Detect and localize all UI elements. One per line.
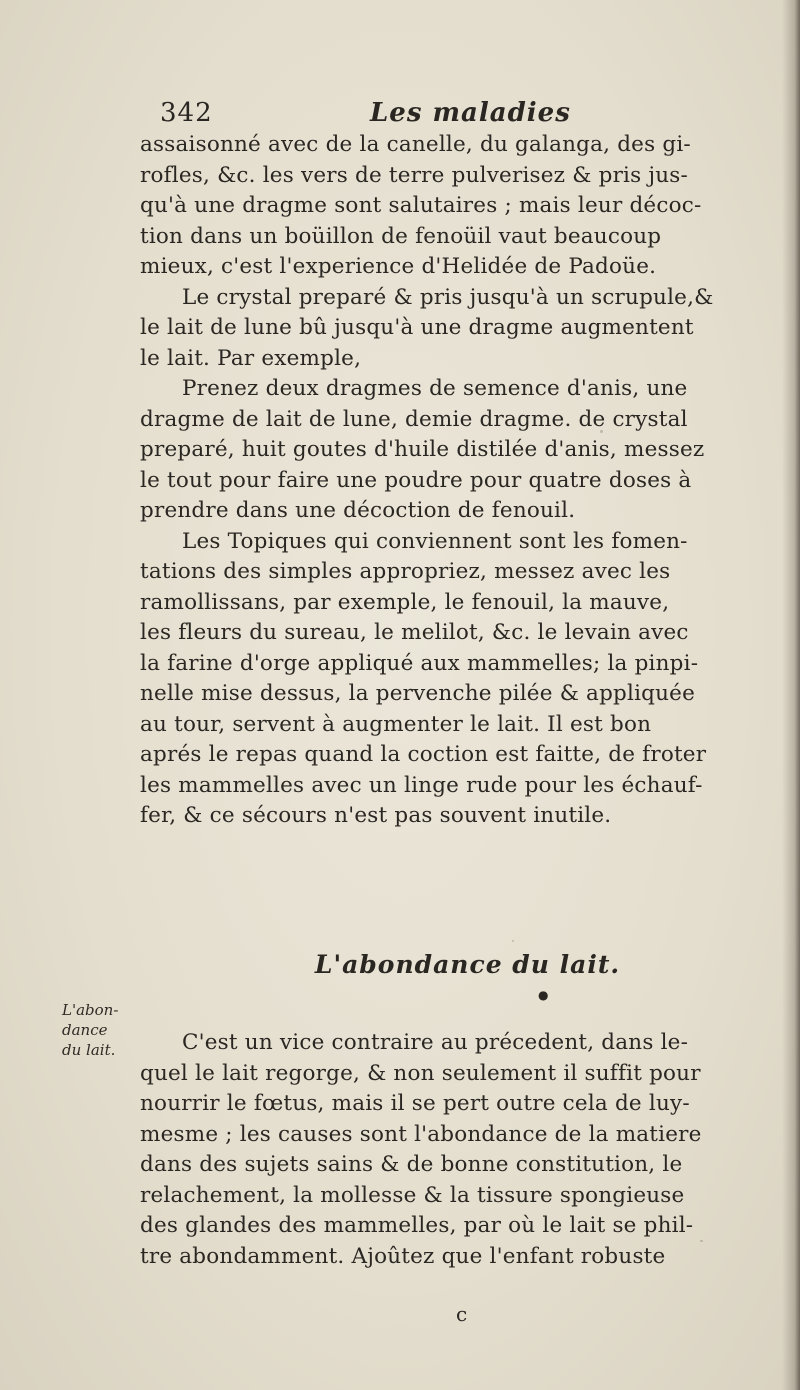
text-line: les fleurs du sureau, le melilot, &c. le levain avec — [140, 620, 689, 645]
text-line: mieux, c'est l'experience d'Helidée de Padoüe. — [140, 254, 657, 279]
text-line: Le crystal preparé & pris jusqu'à un scrupule,& — [182, 284, 714, 310]
paper-speck — [600, 430, 603, 433]
section-heading: L'abondance du lait. — [314, 950, 621, 979]
text-line: les mammelles avec un linge rude pour les échauf- — [140, 772, 703, 798]
text-line: nelle mise dessus, la pervenche pilée & appliquée — [140, 681, 696, 706]
text-line: dans des sujets sains & de bonne constitution, le — [140, 1152, 683, 1177]
running-title: Les maladies — [370, 98, 571, 128]
text-line: relachement, la mollesse & la tissure spongieuse — [140, 1182, 685, 1208]
text-line: nourrir le fœtus, mais il se pert outre cela de luy- — [140, 1091, 690, 1116]
paper-speck — [512, 940, 514, 942]
text-line: tion dans un boüillon de fenoüil vaut beaucoup — [140, 223, 662, 249]
main-text — [140, 130, 795, 832]
text-line: mesme ; les causes sont l'abondance de la matiere — [140, 1121, 702, 1147]
text-line: ramollissans, par exemple, le fenouil, la mauve, — [140, 589, 670, 615]
text-line: des glandes des mammelles, par où le lait se phil- — [140, 1213, 694, 1238]
text-line: tre abondamment. Ajoûtez que l'enfant robuste — [140, 1243, 666, 1269]
text-line: qu'à une dragme sont salutaires ; mais leur décoc- — [140, 193, 702, 218]
text-line: assaisonné avec de la canelle, du galanga, des gi- — [140, 132, 691, 157]
catchword: c — [456, 1302, 468, 1326]
text-line: preparé, huit goutes d'huile distilée d'anis, messez — [140, 437, 705, 462]
text-line: C'est un vice contraire au précedent, dans le- — [182, 1030, 689, 1055]
margin-note-line: dance — [62, 1021, 108, 1039]
section-text — [140, 1028, 795, 1272]
margin-note-line: L'abon- — [62, 1001, 119, 1019]
text-line: aprés le repas quand la coction est faitte, de froter — [140, 742, 707, 767]
text-line: quel le lait regorge, & non seulement il suffit pour — [140, 1060, 701, 1086]
text-line: la farine d'orge appliqué aux mammelles; la pinpi- — [140, 650, 699, 676]
text-line: prendre dans une décoction de fenouil. — [140, 498, 576, 523]
page-header — [140, 98, 790, 134]
margin-note — [62, 1000, 142, 1060]
ornament-icon: ● — [538, 988, 549, 1002]
text-line: le lait. Par exemple, — [140, 345, 362, 371]
text-line: Prenez deux dragmes de semence d'anis, une — [182, 376, 688, 401]
paper-speck — [700, 1240, 703, 1242]
page-number: 342 — [160, 98, 213, 128]
text-line: dragme de lait de lune, demie dragme. de crystal — [140, 406, 688, 432]
text-line: fer, & ce sécours n'est pas souvent inutile. — [140, 803, 612, 828]
text-line: Les Topiques qui conviennent sont les fomen- — [182, 528, 688, 554]
text-line: rofles, &c. les vers de terre pulverisez & pris jus- — [140, 162, 689, 188]
text-line: le lait de lune bû jusqu'à une dragme augmentent — [140, 315, 694, 340]
text-line: tations des simples appropriez, messez avec les — [140, 559, 671, 584]
text-line: au tour, servent à augmenter le lait. Il est bon — [140, 711, 652, 737]
text-line: le tout pour faire une poudre pour quatre doses à — [140, 467, 692, 493]
margin-note-line: du lait. — [62, 1041, 116, 1059]
